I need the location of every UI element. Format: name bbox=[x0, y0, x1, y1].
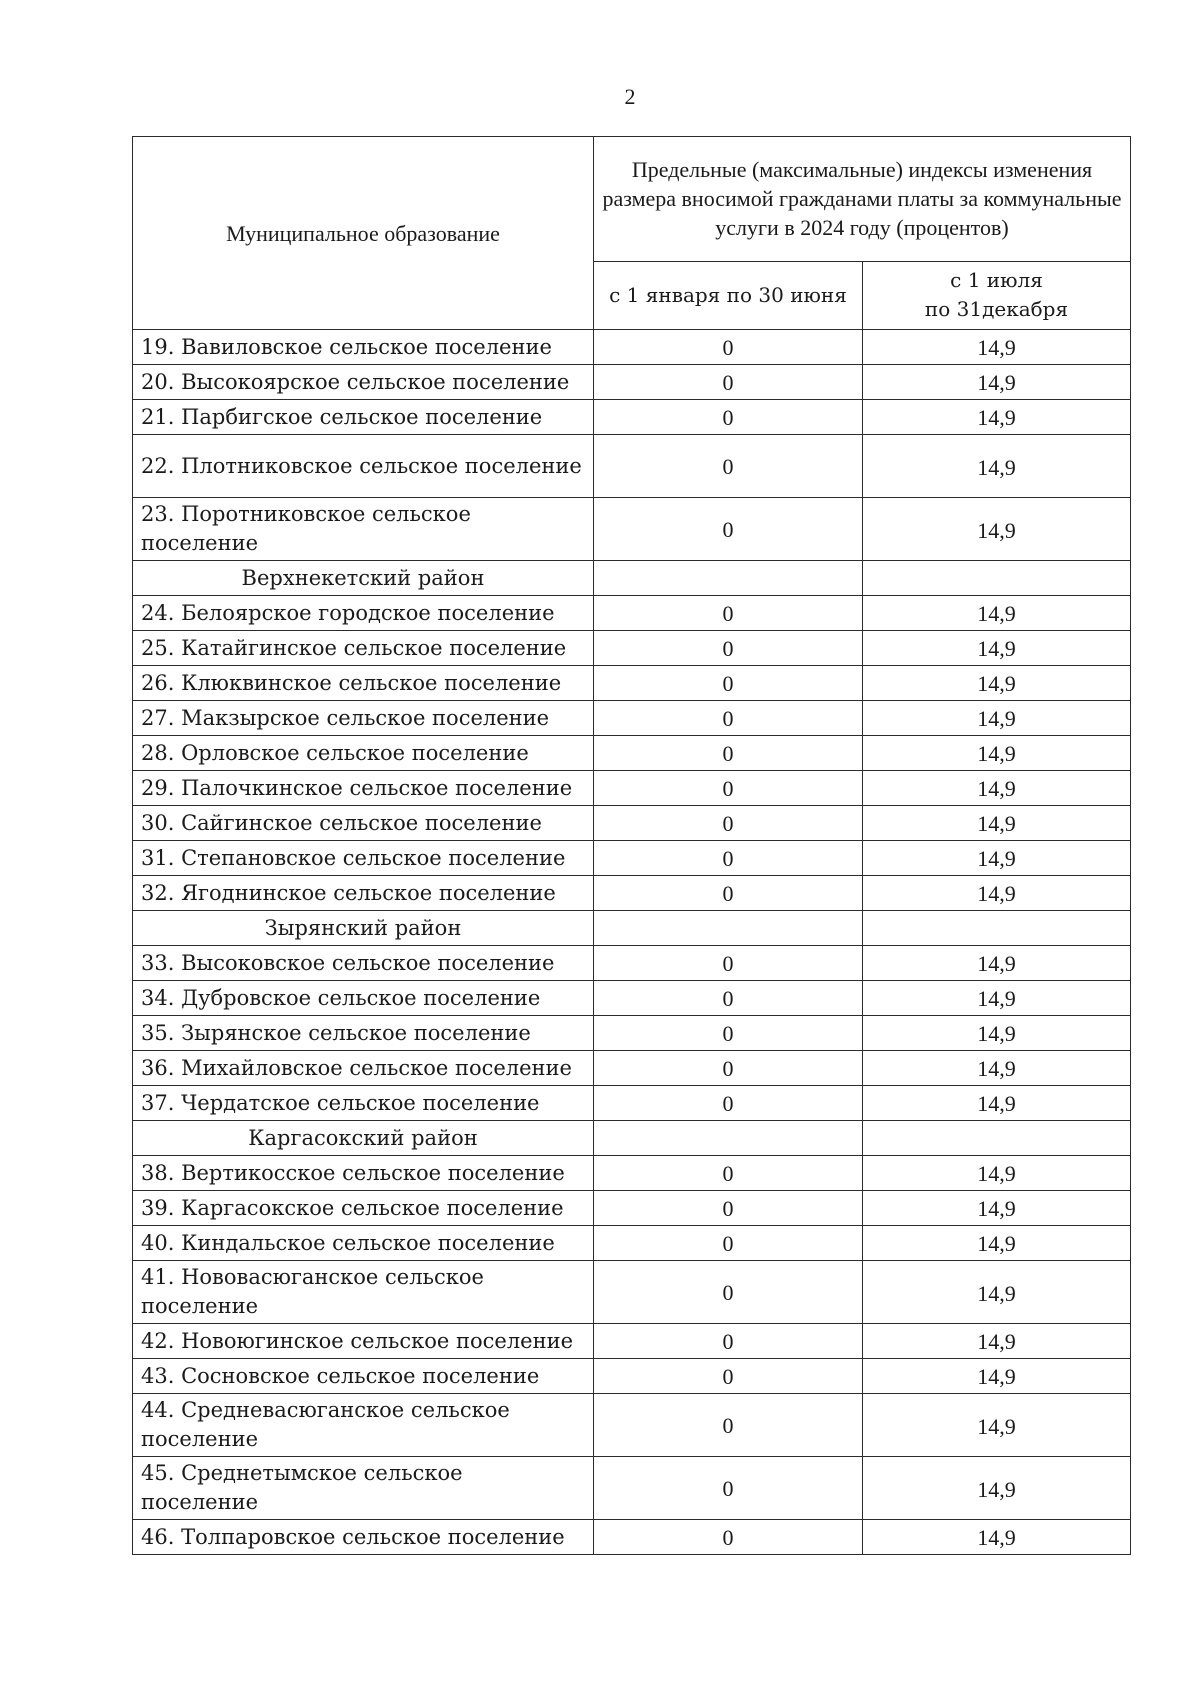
index-jan-jun: 0 bbox=[594, 1261, 863, 1324]
index-jan-jun: 0 bbox=[594, 876, 863, 911]
municipality-name: 29. Палочкинское сельское поселение bbox=[133, 771, 594, 806]
index-jul-dec: 14,9 bbox=[863, 1359, 1131, 1394]
table-row bbox=[133, 1086, 1131, 1121]
index-jan-jun: 0 bbox=[594, 365, 863, 400]
header-municipality: Муниципальное образование bbox=[133, 137, 594, 330]
table-row bbox=[133, 400, 1131, 435]
tariff-index-table bbox=[132, 136, 1131, 1555]
table-row bbox=[133, 876, 1131, 911]
index-jan-jun: 0 bbox=[594, 736, 863, 771]
table-row bbox=[133, 981, 1131, 1016]
index-jul-dec: 14,9 bbox=[863, 981, 1131, 1016]
table-row bbox=[133, 1016, 1131, 1051]
index-jul-dec: 14,9 bbox=[863, 771, 1131, 806]
district-row bbox=[133, 561, 1131, 596]
index-jan-jun: 0 bbox=[594, 400, 863, 435]
empty-cell bbox=[863, 911, 1131, 946]
municipality-name: 30. Сайгинское сельское поселение bbox=[133, 806, 594, 841]
index-jan-jun: 0 bbox=[594, 1324, 863, 1359]
table-row bbox=[133, 1359, 1131, 1394]
table-row bbox=[133, 1457, 1131, 1520]
table-body bbox=[133, 330, 1131, 1555]
municipality-name: 20. Высокоярское сельское поселение bbox=[133, 365, 594, 400]
table-row bbox=[133, 1156, 1131, 1191]
index-jan-jun: 0 bbox=[594, 771, 863, 806]
empty-cell bbox=[594, 561, 863, 596]
table-row bbox=[133, 1226, 1131, 1261]
index-jul-dec: 14,9 bbox=[863, 1191, 1131, 1226]
index-jul-dec: 14,9 bbox=[863, 736, 1131, 771]
index-jan-jun: 0 bbox=[594, 701, 863, 736]
index-jan-jun: 0 bbox=[594, 1359, 863, 1394]
table-row bbox=[133, 1520, 1131, 1555]
district-row bbox=[133, 1121, 1131, 1156]
index-jul-dec: 14,9 bbox=[863, 330, 1131, 365]
index-jan-jun: 0 bbox=[594, 806, 863, 841]
table-row bbox=[133, 946, 1131, 981]
index-jul-dec: 14,9 bbox=[863, 365, 1131, 400]
index-jan-jun: 0 bbox=[594, 498, 863, 561]
table-row bbox=[133, 1051, 1131, 1086]
index-jul-dec: 14,9 bbox=[863, 1394, 1131, 1457]
table-row bbox=[133, 736, 1131, 771]
index-jul-dec: 14,9 bbox=[863, 946, 1131, 981]
header-period-jul-dec bbox=[863, 261, 1131, 329]
index-jan-jun: 0 bbox=[594, 841, 863, 876]
municipality-name: 19. Вавиловское сельское поселение bbox=[133, 330, 594, 365]
index-jan-jun: 0 bbox=[594, 1016, 863, 1051]
table-row bbox=[133, 701, 1131, 736]
table-row bbox=[133, 771, 1131, 806]
municipality-name: 33. Высоковское сельское поселение bbox=[133, 946, 594, 981]
index-jan-jun: 0 bbox=[594, 631, 863, 666]
header-period-jul-dec-line1: с 1 июля bbox=[950, 268, 1043, 293]
index-jul-dec: 14,9 bbox=[863, 841, 1131, 876]
index-jan-jun: 0 bbox=[594, 1156, 863, 1191]
municipality-name: 28. Орловское сельское поселение bbox=[133, 736, 594, 771]
table-row bbox=[133, 666, 1131, 701]
municipality-name: 24. Белоярское городское поселение bbox=[133, 596, 594, 631]
table-row bbox=[133, 1324, 1131, 1359]
municipality-name: 31. Степановское сельское поселение bbox=[133, 841, 594, 876]
municipality-name: 34. Дубровское сельское поселение bbox=[133, 981, 594, 1016]
index-jan-jun: 0 bbox=[594, 330, 863, 365]
index-jul-dec: 14,9 bbox=[863, 666, 1131, 701]
district-row bbox=[133, 911, 1131, 946]
table-row bbox=[133, 841, 1131, 876]
index-jul-dec: 14,9 bbox=[863, 876, 1131, 911]
district-name: Верхнекетский район bbox=[133, 561, 594, 596]
index-jul-dec: 14,9 bbox=[863, 1457, 1131, 1520]
municipality-name: 36. Михайловское сельское поселение bbox=[133, 1051, 594, 1086]
index-jul-dec: 14,9 bbox=[863, 1016, 1131, 1051]
index-jul-dec: 14,9 bbox=[863, 1226, 1131, 1261]
index-jul-dec: 14,9 bbox=[863, 701, 1131, 736]
table-row bbox=[133, 498, 1131, 561]
header-period-jul-dec-line2: по 31декабря bbox=[924, 297, 1069, 322]
index-jan-jun: 0 bbox=[594, 1394, 863, 1457]
index-jul-dec: 14,9 bbox=[863, 435, 1131, 498]
municipality-name: 21. Парбигское сельское поселение bbox=[133, 400, 594, 435]
index-jul-dec: 14,9 bbox=[863, 596, 1131, 631]
municipality-name: 41. Нововасюганское сельское поселение bbox=[133, 1261, 594, 1324]
table-row bbox=[133, 631, 1131, 666]
municipality-name: 39. Каргасокское сельское поселение bbox=[133, 1191, 594, 1226]
index-jan-jun: 0 bbox=[594, 1457, 863, 1520]
municipality-name: 37. Чердатское сельское поселение bbox=[133, 1086, 594, 1121]
header-period-jan-jun: с 1 января по 30 июня bbox=[594, 261, 863, 329]
index-jan-jun: 0 bbox=[594, 1051, 863, 1086]
municipality-name: 38. Вертикосское сельское поселение bbox=[133, 1156, 594, 1191]
municipality-name: 22. Плотниковское сельское поселение bbox=[133, 435, 594, 498]
table-row bbox=[133, 1191, 1131, 1226]
index-jul-dec: 14,9 bbox=[863, 1086, 1131, 1121]
municipality-name: 35. Зырянское сельское поселение bbox=[133, 1016, 594, 1051]
index-jul-dec: 14,9 bbox=[863, 1520, 1131, 1555]
table-row bbox=[133, 596, 1131, 631]
index-jan-jun: 0 bbox=[594, 596, 863, 631]
municipality-name: 42. Новоюгинское сельское поселение bbox=[133, 1324, 594, 1359]
table-row bbox=[133, 1394, 1131, 1457]
empty-cell bbox=[863, 1121, 1131, 1156]
index-jul-dec: 14,9 bbox=[863, 1324, 1131, 1359]
header-index-group: Предельные (максимальные) индексы изменения размера вносимой гражданами платы за коммунальные услуги в 2024 году (процентов) bbox=[594, 137, 1131, 262]
district-name: Зырянский район bbox=[133, 911, 594, 946]
municipality-name: 32. Ягоднинское сельское поселение bbox=[133, 876, 594, 911]
municipality-name: 46. Толпаровское сельское поселение bbox=[133, 1520, 594, 1555]
municipality-name: 43. Сосновское сельское поселение bbox=[133, 1359, 594, 1394]
table-header bbox=[133, 137, 1131, 330]
index-jan-jun: 0 bbox=[594, 1191, 863, 1226]
index-jul-dec: 14,9 bbox=[863, 1051, 1131, 1086]
municipality-name: 25. Катайгинское сельское поселение bbox=[133, 631, 594, 666]
index-jan-jun: 0 bbox=[594, 1226, 863, 1261]
municipality-name: 44. Средневасюганское сельское поселение bbox=[133, 1394, 594, 1457]
empty-cell bbox=[863, 561, 1131, 596]
index-jan-jun: 0 bbox=[594, 981, 863, 1016]
index-jul-dec: 14,9 bbox=[863, 1156, 1131, 1191]
municipality-name: 27. Макзырское сельское поселение bbox=[133, 701, 594, 736]
index-jan-jun: 0 bbox=[594, 1086, 863, 1121]
index-jul-dec: 14,9 bbox=[863, 400, 1131, 435]
table-row bbox=[133, 330, 1131, 365]
index-jul-dec: 14,9 bbox=[863, 631, 1131, 666]
table-row bbox=[133, 806, 1131, 841]
index-jul-dec: 14,9 bbox=[863, 1261, 1131, 1324]
district-name: Каргасокский район bbox=[133, 1121, 594, 1156]
index-jul-dec: 14,9 bbox=[863, 806, 1131, 841]
index-jan-jun: 0 bbox=[594, 1520, 863, 1555]
municipality-name: 45. Среднетымское сельское поселение bbox=[133, 1457, 594, 1520]
table-row bbox=[133, 435, 1131, 498]
table-row bbox=[133, 1261, 1131, 1324]
index-jan-jun: 0 bbox=[594, 946, 863, 981]
empty-cell bbox=[594, 911, 863, 946]
page-number: 2 bbox=[624, 84, 636, 109]
index-jul-dec: 14,9 bbox=[863, 498, 1131, 561]
index-jan-jun: 0 bbox=[594, 435, 863, 498]
index-jan-jun: 0 bbox=[594, 666, 863, 701]
empty-cell bbox=[594, 1121, 863, 1156]
municipality-name: 26. Клюквинское сельское поселение bbox=[133, 666, 594, 701]
municipality-name: 23. Поротниковское сельское поселение bbox=[133, 498, 594, 561]
municipality-name: 40. Киндальское сельское поселение bbox=[133, 1226, 594, 1261]
table-row bbox=[133, 365, 1131, 400]
